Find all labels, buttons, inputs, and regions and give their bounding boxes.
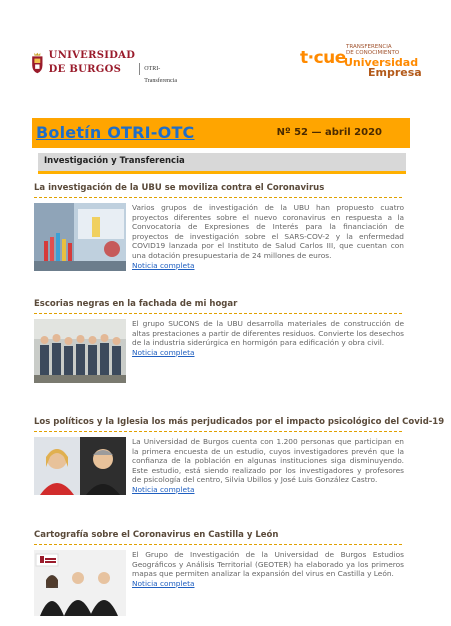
article-summary	[132, 550, 404, 588]
ubu-name	[49, 49, 136, 77]
bulletin-title-bar	[32, 118, 410, 148]
article-summary	[132, 319, 404, 357]
article-link[interactable]: Noticia completa	[132, 578, 195, 588]
article-summary	[132, 203, 404, 270]
article-summary	[132, 437, 404, 495]
researchers-portraits	[34, 437, 126, 495]
ubu-otri-label: OTRI-Transferencia	[139, 63, 180, 75]
article-divider	[34, 431, 402, 432]
ubu-name-line2: DE BURGOS	[48, 64, 122, 75]
ubu-name-line1: UNIVERSIDAD	[48, 50, 136, 61]
tcue-universidad: Universidad	[344, 56, 419, 69]
article-link[interactable]: Noticia completa	[132, 347, 195, 357]
tcue-wordmark: t·cue	[300, 48, 346, 68]
ubu-crest-icon	[30, 48, 45, 78]
newsletter-header	[0, 0, 451, 110]
article-headline: Cartografía sobre el Coronavirus en Castilla y León	[34, 530, 279, 540]
article-headline: La investigación de la UBU se moviliza contra el Coronavirus	[34, 183, 325, 193]
article-link[interactable]: Noticia completa	[132, 260, 195, 270]
geoter-group-photo	[34, 550, 126, 616]
tcue-subtitle-line1: TRANSFERENCIA	[346, 44, 392, 50]
bulletin-issue: Nº 52 — abril 2020	[276, 127, 382, 138]
article-image[interactable]	[34, 203, 126, 271]
tcue-empresa: Empresa	[368, 66, 422, 79]
article-divider	[34, 197, 402, 198]
article-image[interactable]	[34, 550, 126, 616]
article-headline: Los políticos y la Iglesia los más perjudicados por el impacto psicológico del Covid-19	[34, 417, 445, 427]
article-text: El Grupo de Investigación de la Universidad de Burgos Estudios Geográficos y Análisis Territorial (GEOTER) ha elaborado ya los primeros mapas que permiten analizar la expansión del virus en Castilla y León.	[132, 550, 404, 579]
tcue-logo[interactable]	[300, 44, 440, 80]
article-divider	[34, 313, 402, 314]
article-image[interactable]	[34, 437, 126, 495]
article-text: La Universidad de Burgos cuenta con 1.200 personas que participan en la primera encuesta de un estudio, cuyos investigadores prevén que la confianza de la población en algunas instituciones siga disminuyendo. Este estudio, está siendo realizado por los investigadores y profesores de psicología del centro, Silvia Ubillos y José Luis González Castro.	[132, 437, 404, 485]
article-link[interactable]: Noticia completa	[132, 484, 195, 494]
research-group-photo	[34, 319, 126, 383]
article-text: El grupo SUCONS de la UBU desarrolla materiales de construcción de altas prestaciones a partir de diferentes residuos. Convierte los desechos de la industria siderúrgica en hormigón para edificación y obra civil.	[132, 319, 404, 348]
article-image[interactable]	[34, 319, 126, 383]
article-item	[34, 530, 406, 620]
tcue-subtitle-line2: DE CONOCIMIENTO	[346, 50, 400, 56]
article-item	[34, 299, 406, 389]
bulletin-name-link[interactable]: Boletín OTRI-OTC	[36, 123, 195, 142]
lab-test-tubes-image	[34, 203, 126, 271]
section-title: Investigación y Transferencia	[44, 156, 185, 166]
ubu-logo[interactable]	[30, 44, 180, 82]
article-headline: Escorias negras en la fachada de mi hogar	[34, 299, 238, 309]
article-item	[34, 417, 445, 517]
article-divider	[34, 544, 402, 545]
section-header	[38, 153, 406, 174]
tcue-subtitle	[346, 44, 399, 56]
article-item	[34, 183, 406, 283]
article-text: Varios grupos de investigación de la UBU han propuesto cuatro proyectos diferentes sobre el nuevo coronavirus en respuesta a la Convocatoria de Expresiones de Interés para la financiación de proyectos de investigación sobre el SARS-COV-2 y la enfermedad COVID19 lanzada por el Instituto de Salud Carlos III, que cuentan con una dotación presupuestaria de 24 millones de euros.	[132, 203, 404, 260]
